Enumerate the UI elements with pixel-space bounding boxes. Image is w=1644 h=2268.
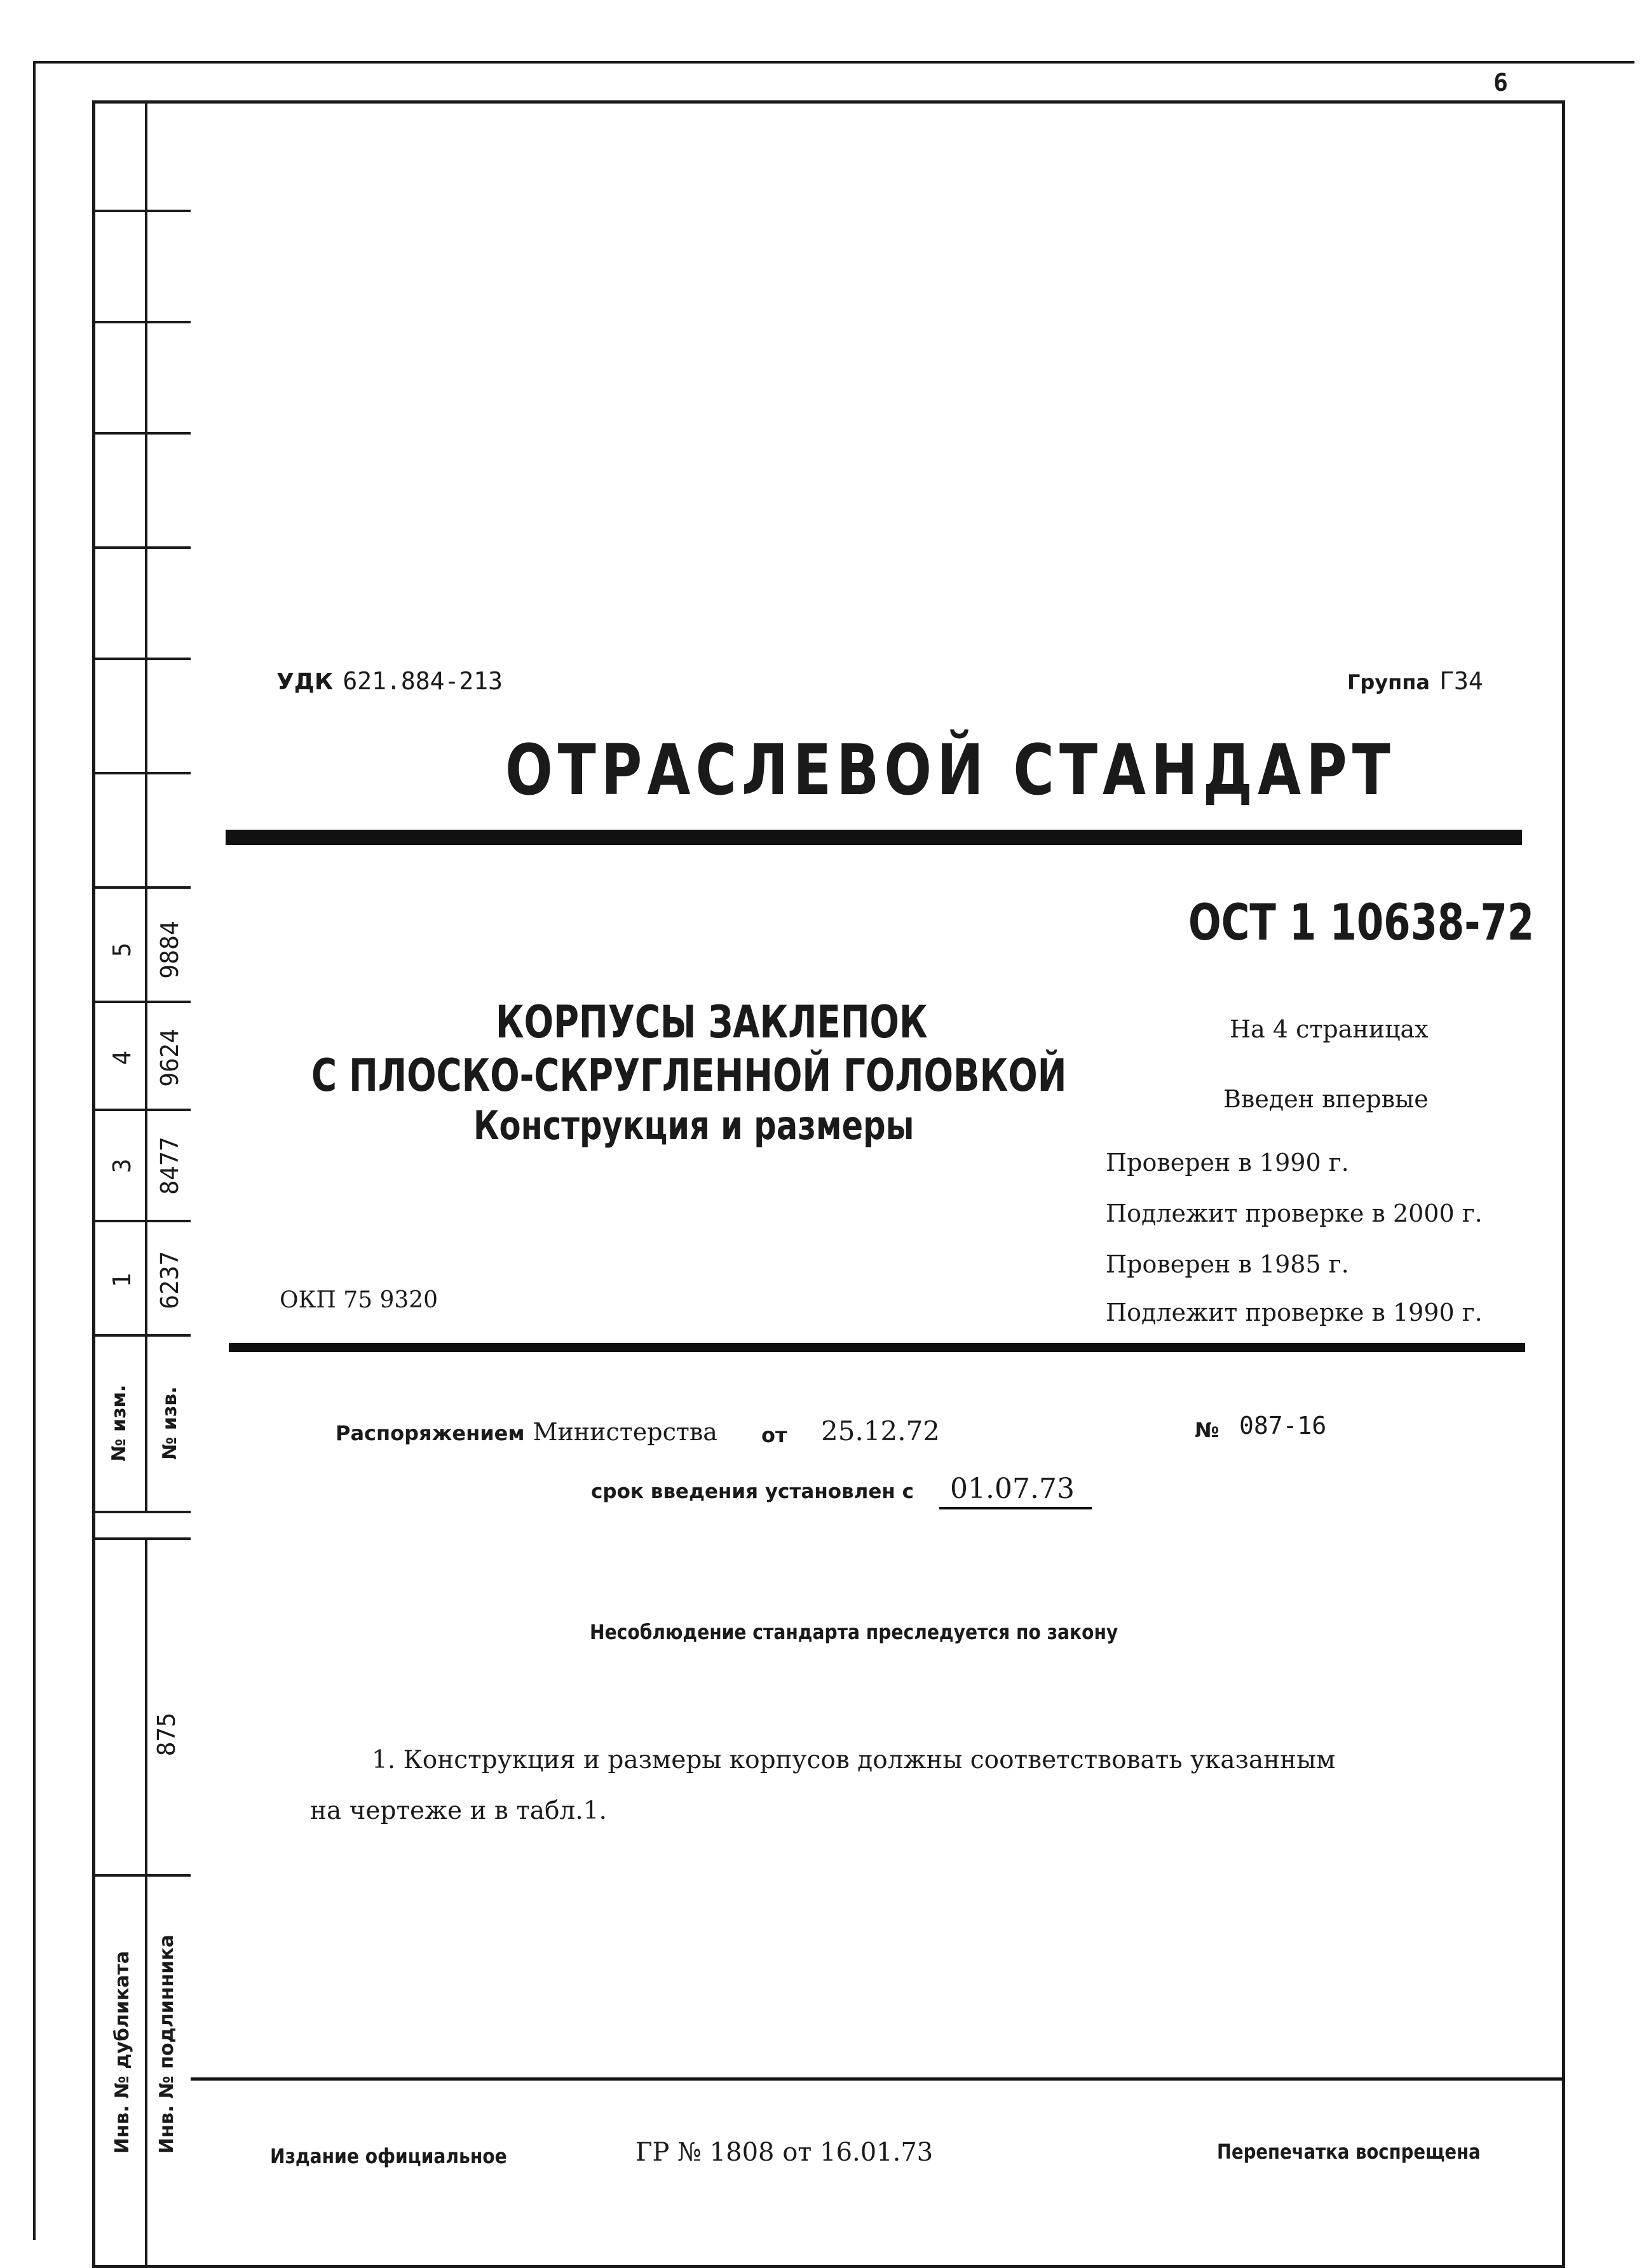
order-number-label: № (1195, 1418, 1219, 1442)
term-label: срок введения установлен с (591, 1480, 914, 1503)
order-label: Распоряжением (336, 1421, 525, 1445)
standard-code: ОСТ 1 10638-72 (1188, 894, 1535, 952)
introduced-first: Введен впервые (1223, 1085, 1429, 1113)
order-date: 25.12.72 (821, 1415, 941, 1447)
change-number-4: 4 (108, 1050, 136, 1065)
duplicate-inventory-label: Инв. № дубликата (111, 1950, 133, 2154)
change-number-3: 3 (108, 1158, 136, 1173)
document-title: ОТРАСЛЕВОЙ СТАНДАРТ (505, 729, 1396, 811)
notice-number-9884: 9884 (156, 921, 184, 979)
notice-label: № изв. (159, 1386, 181, 1460)
notice-number-6237: 6237 (156, 1251, 184, 1309)
bottom-rule (229, 1343, 1525, 1352)
gr-registration: ГР № 1808 от 16.01.73 (635, 2138, 934, 2167)
change-number-1: 1 (108, 1272, 136, 1288)
subject-check-1990: Подлежит проверке в 1990 г. (1106, 1299, 1483, 1326)
reprint-prohibited: Перепечатка воспрещена (1217, 2140, 1481, 2164)
udk-label: УДК (276, 669, 334, 695)
order-number: 087-16 (1239, 1412, 1327, 1440)
term-date: 01.07.73 (950, 1473, 1075, 1505)
subject-check-2000: Подлежит проверке в 2000 г. (1106, 1199, 1483, 1227)
original-inventory-label: Инв. № подлинника (156, 1934, 178, 2154)
ministry: Министерства (533, 1418, 717, 1446)
standard-subtitle: Конструкция и размеры (473, 1102, 914, 1149)
change-label: № изм. (108, 1384, 130, 1462)
term-date-underline (939, 1507, 1092, 1509)
group-label: Группа (1347, 670, 1430, 694)
legal-notice: Несоблюдение стандарта преследуется по закону (590, 1620, 1118, 1644)
edition-official: Издание официальное (270, 2144, 507, 2168)
change-number-5: 5 (108, 942, 136, 957)
original-inventory-number: 875 (153, 1712, 180, 1757)
notice-number-9624: 9624 (156, 1029, 184, 1087)
group-value: Г34 (1439, 667, 1483, 695)
standard-name-line1: КОРПУСЫ ЗАКЛЕПОК (496, 996, 928, 1048)
page-frame (92, 100, 1565, 2268)
checked-1985: Проверен в 1985 г. (1106, 1250, 1349, 1278)
udk-line (276, 667, 503, 695)
pages-count: На 4 страницах (1230, 1015, 1429, 1043)
top-rule (226, 830, 1522, 845)
order-from-label: от (761, 1423, 787, 1447)
udk-value: 621.884-213 (343, 667, 503, 695)
footer-rule (191, 2077, 1565, 2081)
group-line (1347, 667, 1483, 695)
okp-code: ОКП 75 9320 (280, 1287, 438, 1313)
order-line (336, 1418, 717, 1446)
page-number: 6 (1493, 69, 1508, 97)
notice-number-8477: 8477 (156, 1137, 184, 1195)
standard-name-line2: С ПЛОСКО-СКРУГЛЕННОЙ ГОЛОВКОЙ (311, 1050, 1067, 1102)
checked-1990: Проверен в 1990 г. (1106, 1149, 1349, 1177)
paragraph-1-line-1: 1. Конструкция и размеры корпусов должны соответствовать указанным (372, 1746, 1336, 1774)
paragraph-1-line-2: на чертеже и в табл.1. (310, 1797, 607, 1825)
